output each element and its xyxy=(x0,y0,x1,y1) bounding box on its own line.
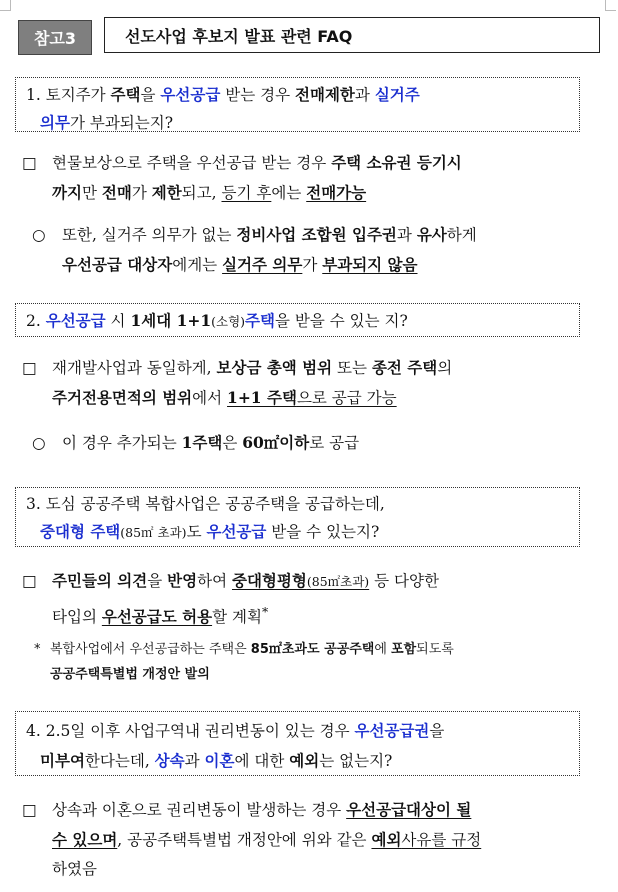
circle-bullet-icon: ○ xyxy=(32,434,46,452)
question-3-box xyxy=(15,487,580,547)
footnote-mark: * xyxy=(34,642,41,657)
answer-4: □ 상속과 이혼으로 권리변동이 발생하는 경우 우선공급대상이 될 수 있으며, 공공주택특별법 개정안에 위와 같은 예외사유를 규정 하였음 xyxy=(22,795,607,884)
reference-tag: 참고3 xyxy=(18,20,92,55)
answer-1: □ 현물보상으로 주택을 우선공급 받는 경우 주택 소유권 등기시 까지만 전매가 제한되고, 등기 후에는 전매가능 xyxy=(22,148,607,208)
question-1-box xyxy=(15,77,580,132)
document-header xyxy=(14,17,602,55)
question-1-line-1: 1. 토지주가 주택을 우선공급 받는 경우 전매제한과 실거주 xyxy=(26,85,420,104)
answer-1-sub: ○ 또한, 실거주 의무가 없는 정비사업 조합원 입주권과 유사하게 우선공급 대상자에게는 실거주 의무가 부과되지 않음 xyxy=(32,220,607,280)
checkbox-bullet-icon: □ xyxy=(22,572,37,590)
question-3-line-1: 3. 도심 공공주택 복합사업은 공공주택을 공급하는데, xyxy=(26,495,385,513)
question-2-line: 2. 우선공급 시 1세대 1+1(소형)주택을 받을 수 있는 지? xyxy=(26,311,408,330)
question-4-line-2: 미부여한다는데, 상속과 이혼에 대한 예외는 없는지? xyxy=(40,751,393,770)
checkbox-bullet-icon: □ xyxy=(22,359,37,377)
question-4-box xyxy=(15,711,580,776)
checkbox-bullet-icon: □ xyxy=(22,801,37,819)
question-1-line-2: 의무가 부과되는지? xyxy=(40,113,174,132)
answer-3: □ 주민들의 의견을 반영하여 중대형평형(85㎡초과) 등 다양한 타입의 우선공급도 허용할 계획* xyxy=(22,566,607,632)
answer-2-sub: ○ 이 경우 추가되는 1주택은 60㎡이하로 공급 xyxy=(32,428,607,458)
checkbox-bullet-icon: □ xyxy=(22,154,37,172)
answer-2: □ 재개발사업과 동일하게, 보상금 총액 범위 또는 종전 주택의 주거전용면적의 범위에서 1+1 주택으로 공급 가능 xyxy=(22,353,607,413)
page-corner-mark-right xyxy=(605,0,616,11)
question-2-box xyxy=(15,303,580,337)
question-3-line-2: 중대형 주택(85㎡ 초과)도 우선공급 받을 수 있는지? xyxy=(40,522,380,541)
footnote-3: * 복합사업에서 우선공급하는 주택은 85㎡초과도 공공주택에 포함되도록 공공주택특별법 개정안 발의 xyxy=(34,637,604,687)
circle-bullet-icon: ○ xyxy=(32,226,46,244)
question-4-line-1: 4. 2.5일 이후 사업구역내 권리변동이 있는 경우 우선공급권을 xyxy=(26,721,445,740)
page-corner-mark-left xyxy=(0,0,11,11)
page-title: 선도사업 후보지 발표 관련 FAQ xyxy=(104,17,600,53)
